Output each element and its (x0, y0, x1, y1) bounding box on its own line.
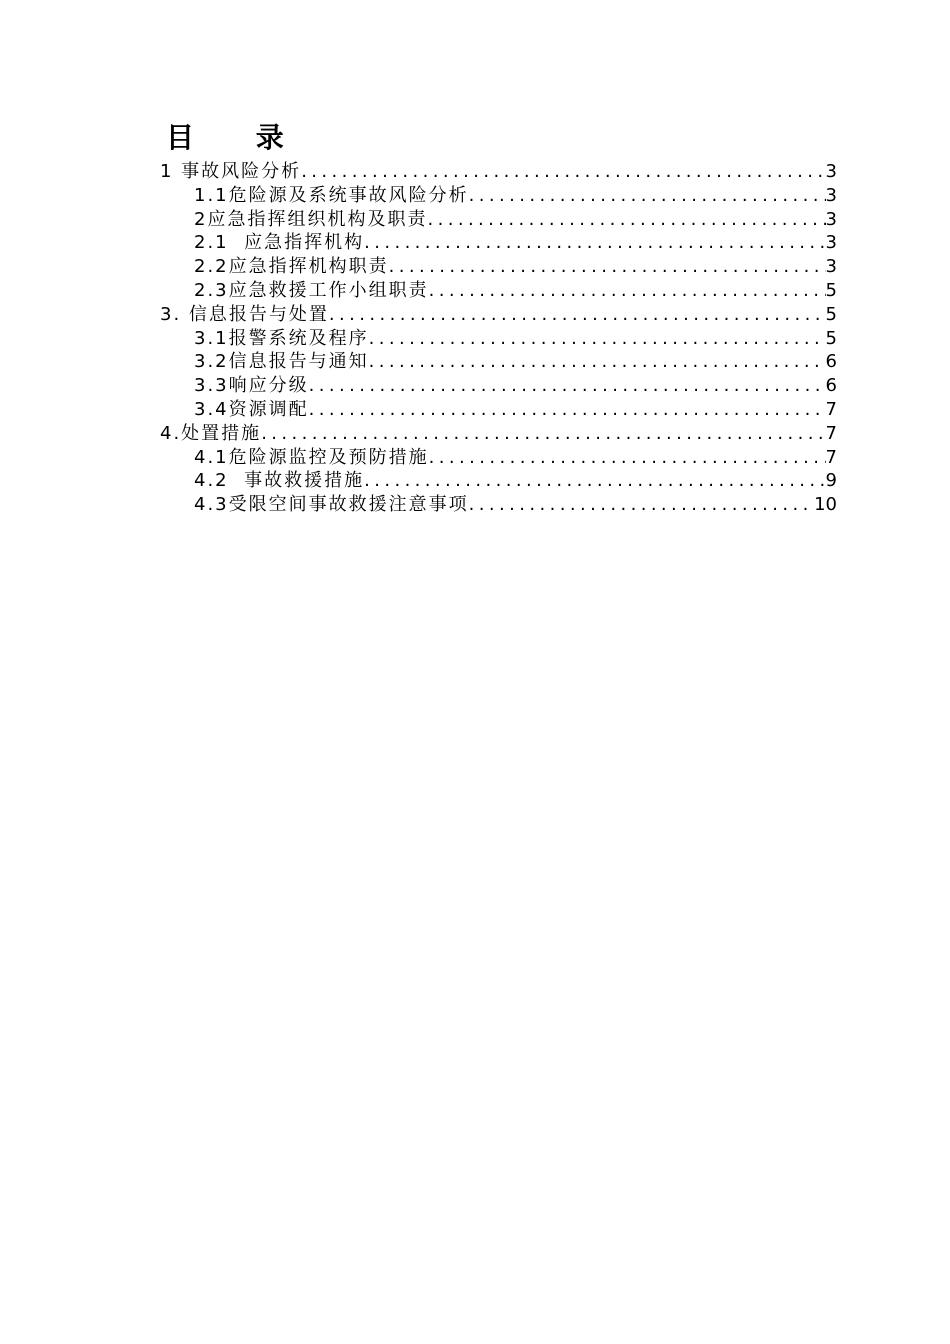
toc-page-number: 3 (825, 256, 837, 278)
toc-page-number: 3 (825, 161, 837, 182)
toc-entry[interactable] (160, 469, 837, 493)
toc-dot-leader (364, 469, 825, 493)
toc-entry-text: 2应急指挥组织机构及职责 (194, 208, 428, 230)
toc-page-number: 3 (825, 232, 837, 254)
toc-dot-leader (369, 350, 826, 374)
toc-page-number: 7 (825, 398, 837, 420)
toc-entry-text: 4.3受限空间事故救援注意事项 (194, 494, 469, 516)
toc-entry-text: 2.2应急指挥机构职责 (194, 256, 389, 278)
toc-dot-leader (261, 422, 825, 446)
toc-dot-leader (429, 279, 826, 303)
toc-entry-text: 3.1报警系统及程序 (194, 327, 369, 349)
toc-entry[interactable] (160, 255, 837, 279)
toc-entry[interactable] (160, 231, 837, 255)
toc-entry-text: 4.2 事故救援措施 (194, 470, 365, 492)
toc-dot-leader (469, 184, 826, 208)
toc-dot-leader (301, 160, 825, 184)
toc-page-number: 9 (825, 470, 837, 492)
toc-page-number: 3 (825, 208, 837, 230)
toc-entry-text: 1.1危险源及系统事故风险分析 (194, 184, 469, 206)
toc-list (160, 160, 837, 517)
toc-entry-text: 3.4资源调配 (194, 398, 309, 420)
toc-dot-leader (427, 208, 825, 232)
toc-entry-text: 3.2信息报告与通知 (194, 351, 369, 373)
toc-title: 目 录 (166, 121, 310, 154)
toc-page-number: 5 (825, 279, 837, 301)
toc-page-number: 5 (825, 327, 837, 349)
toc-page-number: 6 (825, 375, 837, 397)
toc-dot-leader (469, 493, 814, 517)
toc-entry-text: 2.3应急救援工作小组职责 (194, 279, 429, 301)
toc-entry-text: 2.1 应急指挥机构 (194, 232, 365, 254)
toc-dot-leader (309, 374, 826, 398)
toc-entry[interactable] (160, 279, 837, 303)
toc-page-number: 6 (825, 351, 837, 373)
toc-dot-leader (369, 327, 826, 351)
toc-entry-text: 3. 信息报告与处置 (160, 303, 329, 325)
toc-entry[interactable] (160, 160, 837, 184)
toc-page-number: 7 (825, 422, 837, 444)
toc-entry[interactable] (160, 374, 837, 398)
toc-page-number: 7 (825, 446, 837, 468)
toc-entry[interactable] (160, 208, 837, 232)
toc-entry[interactable] (160, 350, 837, 374)
toc-entry[interactable] (160, 446, 837, 470)
toc-entry[interactable] (160, 398, 837, 422)
toc-dot-leader (309, 398, 826, 422)
toc-entry-text: 3.3响应分级 (194, 375, 309, 397)
toc-dot-leader (329, 303, 826, 327)
toc-dot-leader (429, 446, 826, 470)
toc-entry-text: 4.处置措施 (160, 422, 262, 444)
toc-page-number: 3 (825, 184, 837, 206)
toc-entry[interactable] (160, 327, 837, 351)
toc-entry-text: 1 事故风险分析 (160, 161, 302, 182)
toc-dot-leader (389, 255, 826, 279)
toc-entry[interactable] (160, 493, 837, 517)
toc-entry[interactable] (160, 422, 837, 446)
toc-page-number: 10 (814, 494, 837, 516)
toc-page-number: 5 (825, 303, 837, 325)
toc-entry[interactable] (160, 184, 837, 208)
toc-entry[interactable] (160, 303, 837, 327)
toc-entry-text: 4.1危险源监控及预防措施 (194, 446, 429, 468)
toc-dot-leader (364, 231, 825, 255)
